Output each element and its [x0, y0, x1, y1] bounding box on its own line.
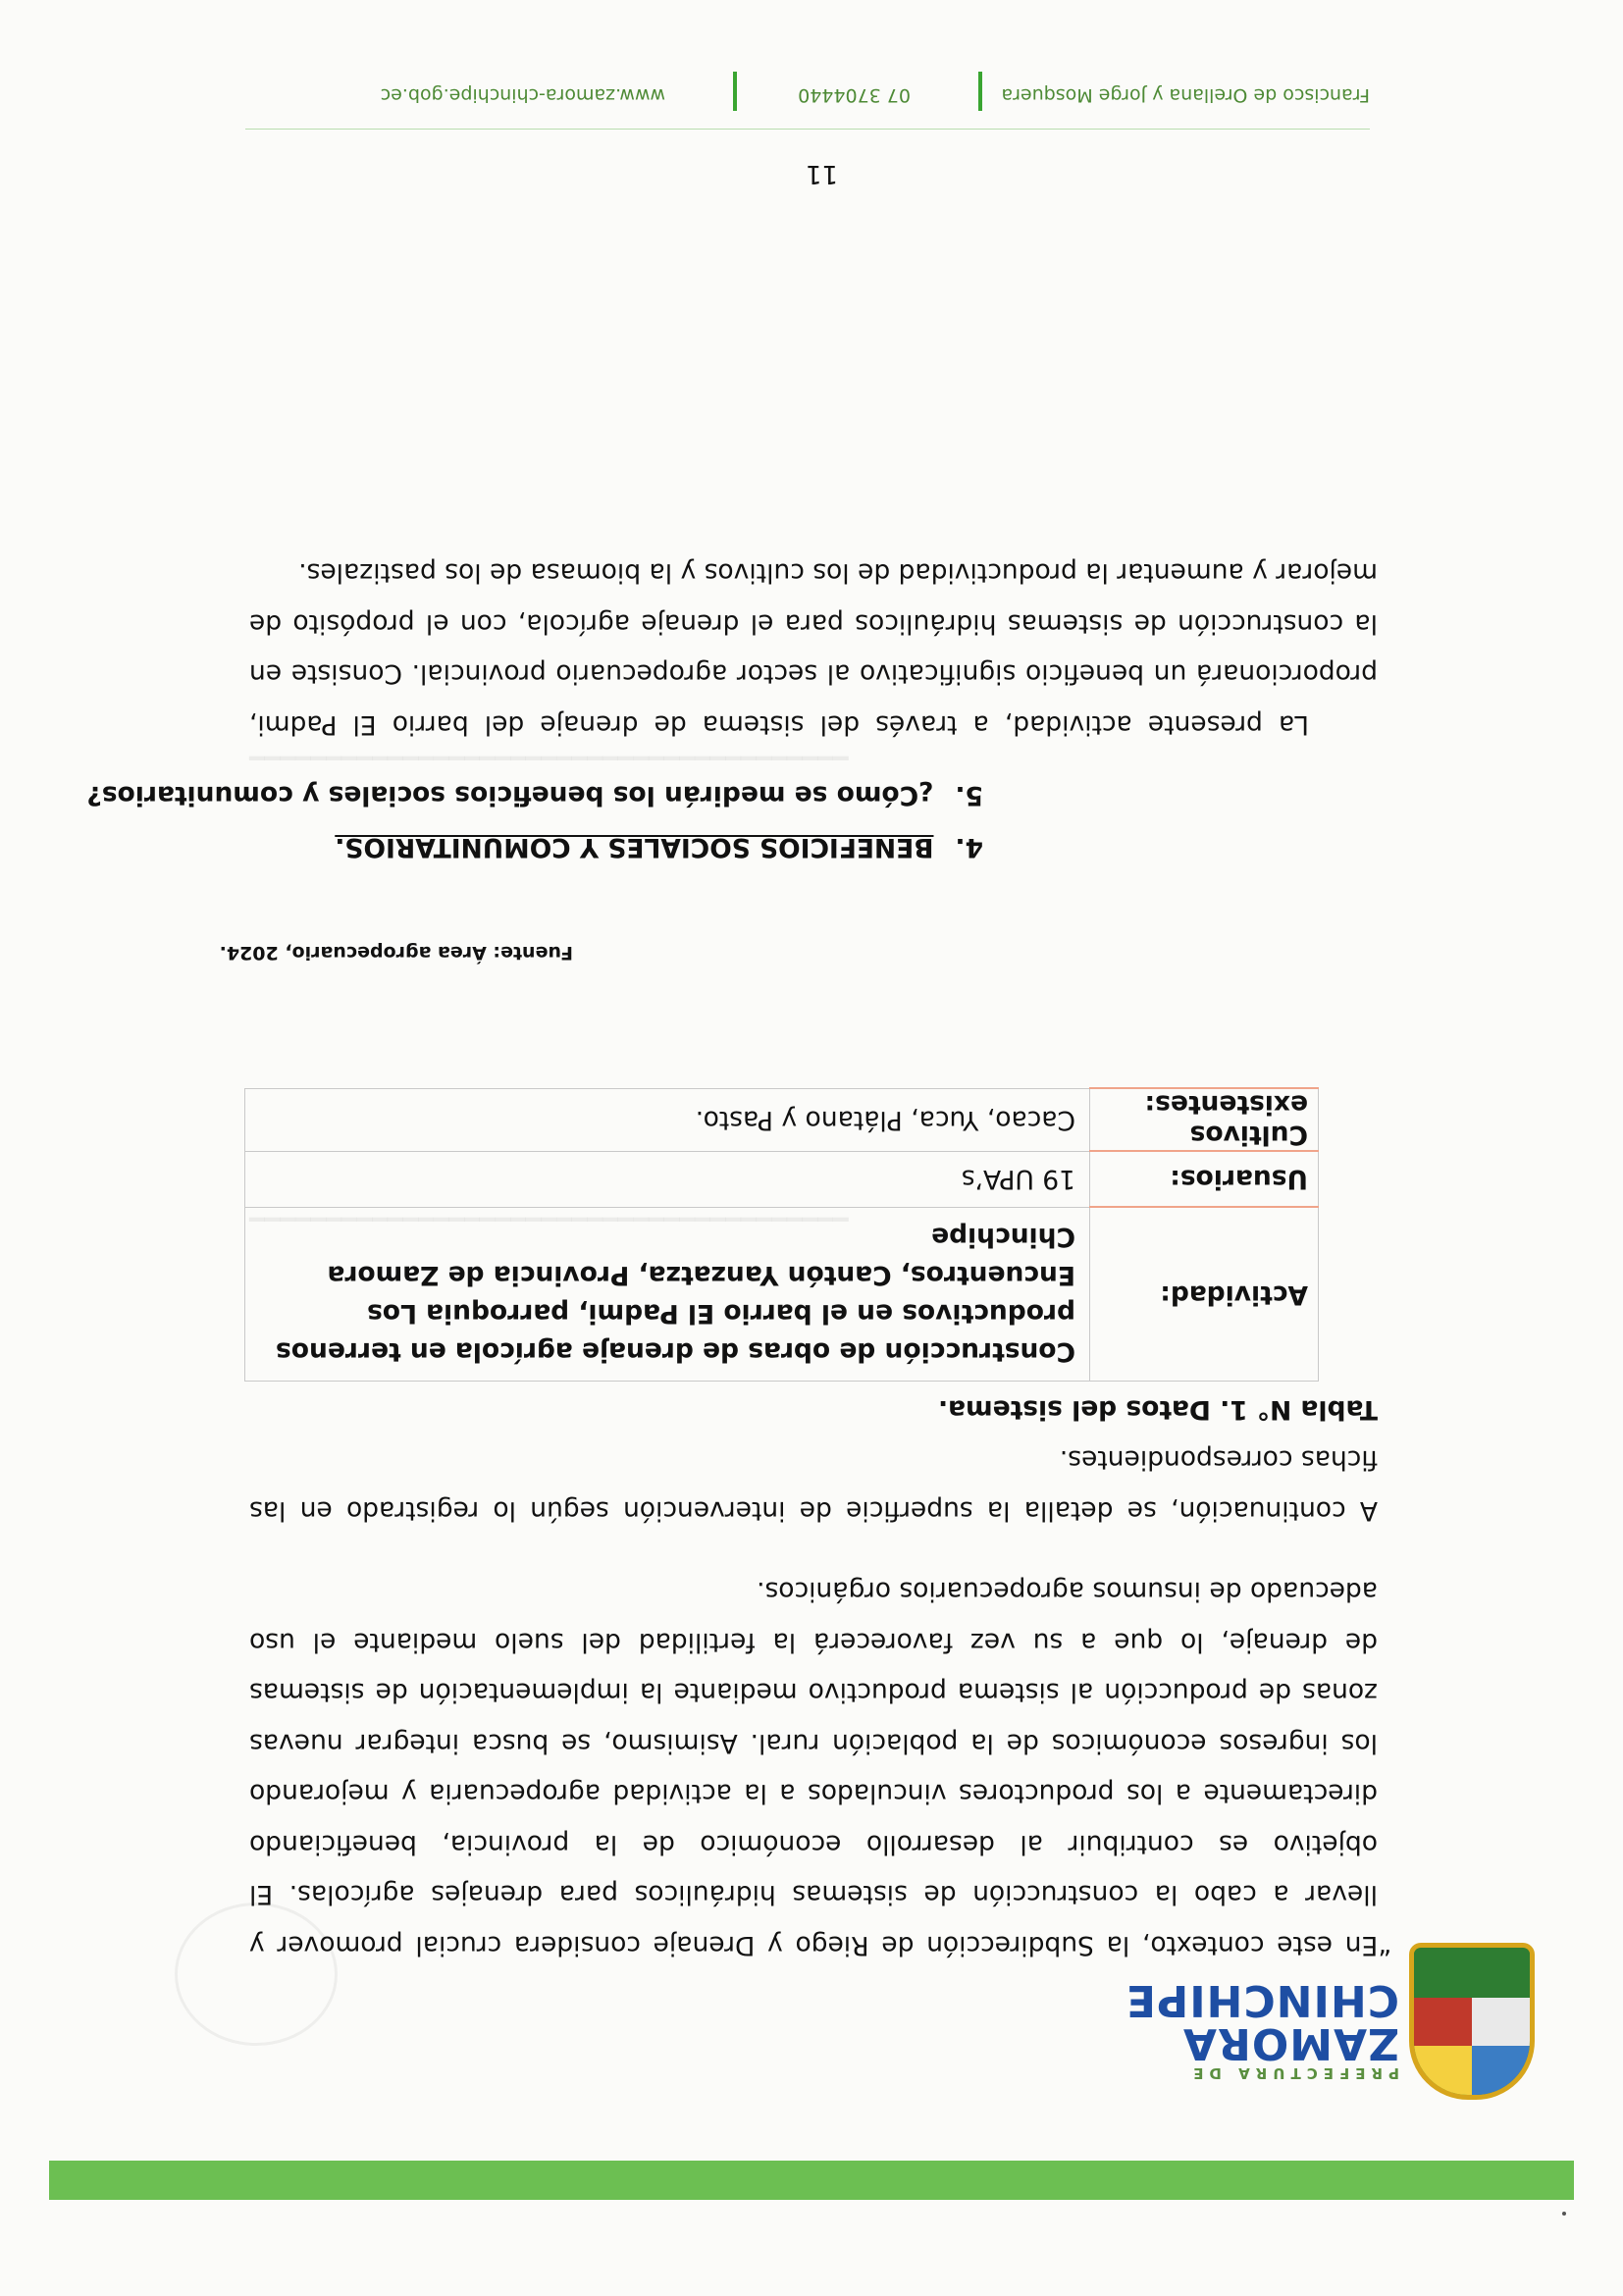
footer-address: Francisco de Orellana y Jorge Mosquera [1001, 84, 1370, 106]
benefits-paragraph: La presente actividad, a través del sistema de drenaje del barrio El Padmi, proporcionará un beneficio significativo al sector agropecuario provincial. Consiste en la construcción de sistemas hidráulicos para el drenaje agrícola, con el propósito de mejorar y aumentar la productividad de los cultivos y la biomasa de los pastizales. [249, 557, 1378, 740]
bleed-through-text: ━━━━━━━━━━━━━━━━━━━━━━━━━━━━━━━━━━━━━━━ [249, 1204, 849, 1233]
footer-separator [978, 72, 982, 111]
logo-line-chinchipe: CHINCHIPE [1125, 1975, 1399, 2025]
coat-of-arms-icon [1409, 1943, 1535, 2100]
footer-website[interactable]: www.zamora-chinchipe.gob.ec [380, 84, 665, 106]
detail-paragraph: A continuación, se detalla la superficie de intervención según lo registrado en las fichas correspondientes. [249, 1444, 1378, 1526]
table-value: 19 UPA’s [245, 1152, 1090, 1208]
logo-line-zamora: ZAMORA [1181, 2018, 1399, 2068]
benefits-section [249, 548, 1378, 750]
table-row [245, 1152, 1319, 1208]
footer-phone: 07 3704440 [798, 84, 911, 106]
section-5-number: 5. [955, 780, 983, 810]
table-label: Cultivos existentes: [1090, 1089, 1319, 1152]
section-5-title: ¿Cómo se medirán los beneficios sociales y comunitarios? [86, 780, 934, 810]
intro-paragraph: “En este contexto, la Subdirección de Riego y Drenaje considera crucial promover y llevar a cabo la construcción de sistemas hidráulicos para drenajes agrícolas. El objetivo es contribuir al desarrollo económico de la provincia, beneficiando directamente a los productores vinculados a la actividad agropecuaria y mejorando los ingresos económicos de la población rural. Asimismo, se busca integrar nuevas zonas de producción al sistema productivo mediante la implementación de sistemas de drenaje, lo que a su vez favorecerá la fertilidad del suelo mediante el uso adecuado de insumos agropecuarios orgánicos. [249, 1576, 1391, 1960]
table-label: Actividad: [1090, 1208, 1319, 1382]
section-4-title: BENEFICIOS SOCIALES Y COMUNITARIOS. [335, 832, 934, 862]
table-label: Usuarios: [1090, 1152, 1319, 1208]
table-row [245, 1089, 1319, 1152]
detail-section [249, 1435, 1378, 1536]
table-value: Cacao, Yuca, Plátano y Pasto. [245, 1089, 1090, 1152]
scan-mark [1562, 2212, 1566, 2216]
logo-prefix: PREFECTURA DE [1187, 2064, 1399, 2082]
table-caption: Tabla N° 1. Datos del sistema. [938, 1394, 1378, 1425]
header-green-bar [49, 2161, 1574, 2200]
section-5-heading [86, 780, 983, 810]
table-row [245, 1208, 1319, 1382]
system-data-table [244, 1088, 1319, 1383]
table-value: Construcción de obras de drenaje agrícola en terrenos productivos en el barrio El Padmi, parroquia Los Encuentros, Cantón Yanzatza, Provincia de Zamora Chinchipe [245, 1208, 1090, 1382]
bleed-through-text: ━━━━━━━━━━━━━━━━━━━━━━━━━━━━━━━━━━━━━━━ [249, 743, 849, 772]
section-4-heading [335, 832, 983, 862]
footer-separator [733, 72, 737, 111]
footer-divider [245, 129, 1370, 130]
table-source: Fuente: Área agropecuario, 2024. [219, 942, 573, 964]
section-4-number: 4. [955, 832, 983, 862]
page-number: 11 [805, 159, 838, 188]
intro-section [249, 1566, 1391, 1970]
